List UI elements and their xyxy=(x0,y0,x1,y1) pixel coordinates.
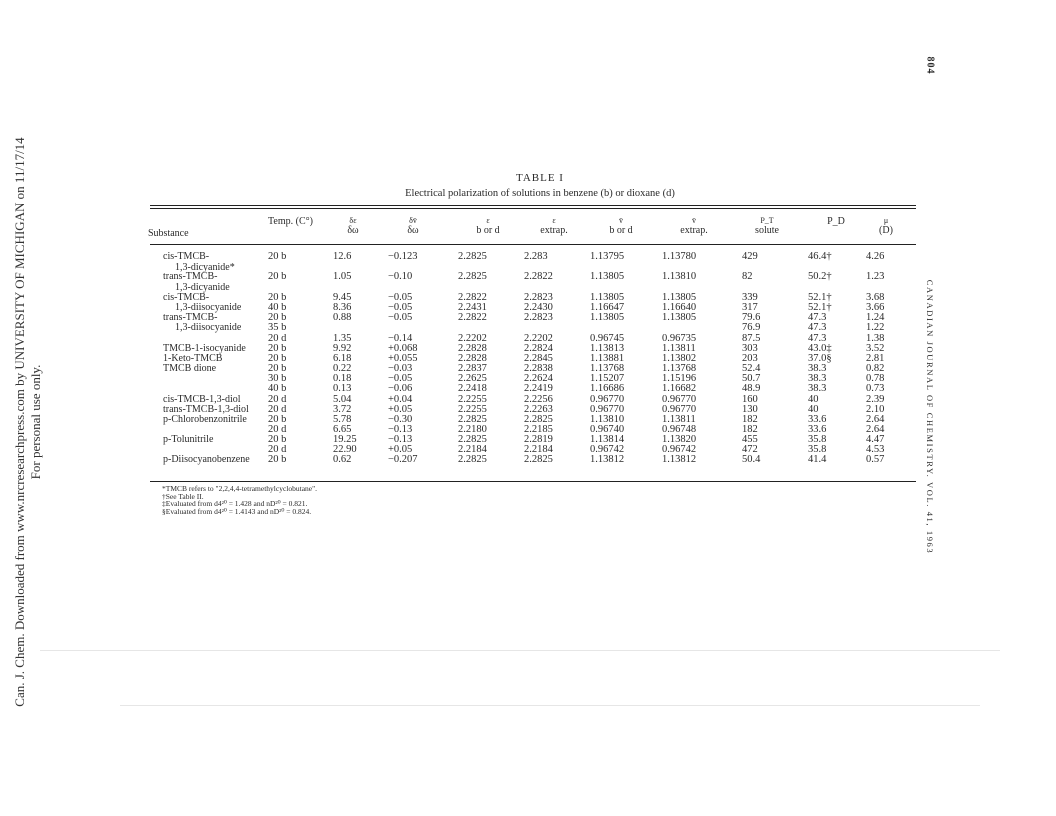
scan-artifact-line xyxy=(120,705,980,706)
table-cell-de-dw: 0.13 xyxy=(333,383,352,395)
table-cell-temp: 20 b xyxy=(268,434,287,446)
column-header-symbol: ε xyxy=(552,216,556,225)
table-cell-eps-bd: 2.2184 xyxy=(458,444,487,456)
table-cell-dv-dw: −0.10 xyxy=(388,271,413,282)
table-cell-eps-bd: 2.2431 xyxy=(458,302,487,314)
table-cell-substance: 1,3-diisocyanide xyxy=(175,302,242,314)
table-cell-v-bd: 0.96742 xyxy=(590,444,625,456)
table-cell-eps-extrap: 2.2184 xyxy=(524,444,553,456)
table-cell-eps-extrap: 2.2825 xyxy=(524,413,553,425)
table-cell-mu: 0.57 xyxy=(866,454,885,466)
table-cell-mu: 4.47 xyxy=(866,434,885,446)
table-cell-temp: 40 b xyxy=(268,383,287,395)
table-cell-temp: 40 b xyxy=(268,302,287,314)
table-cell-pt-solute: 160 xyxy=(742,393,758,405)
table-cell-temp: 20 b xyxy=(268,352,287,364)
table-cell-eps-bd: 2.2825 xyxy=(458,413,487,425)
table-cell-pd: 40 xyxy=(808,403,819,415)
column-header-label: solute xyxy=(755,225,779,236)
table-cell-eps-bd: 2.2822 xyxy=(458,292,487,303)
table-cell-eps-bd: 2.2837 xyxy=(458,363,487,375)
table-cell-de-dw: 0.18 xyxy=(333,373,352,385)
column-header-symbol: δv̄ xyxy=(409,216,417,225)
table-cell-temp: 35 b xyxy=(268,322,287,334)
table-cell-v-bd: 1.16686 xyxy=(590,383,625,395)
table-cell-mu: 2.64 xyxy=(866,423,885,435)
table-cell-dv-dw: +0.068 xyxy=(388,342,418,354)
table-cell-pd: 52.1† xyxy=(808,292,832,303)
download-notice-line-2: For personal use only. xyxy=(28,364,43,480)
table-cell-dv-dw: −0.13 xyxy=(388,423,413,435)
column-header-symbol: μ xyxy=(883,216,889,225)
table-cell-temp: 20 b xyxy=(268,271,287,282)
column-header-label: b or d xyxy=(609,225,633,236)
table-cell-v-bd: 0.96770 xyxy=(590,393,625,405)
table-cell-eps-bd: 2.2202 xyxy=(458,332,487,344)
table-cell-temp: 20 d xyxy=(268,423,287,435)
table-cell-pd: 37.0§ xyxy=(808,352,832,364)
table-cell-de-dw: 5.04 xyxy=(333,393,352,405)
table-cell-de-dw: 22.90 xyxy=(333,444,357,456)
table-cell-substance: 1-Keto-TMCB xyxy=(163,352,223,364)
table-cell-pt-solute: 79.6 xyxy=(742,312,761,324)
table-cell-pt-solute: 182 xyxy=(742,423,758,435)
page-number: 804 xyxy=(924,56,936,75)
table-cell-mu: 1.24 xyxy=(866,312,885,324)
table-cell-pt-solute: 203 xyxy=(742,352,758,364)
table-cell-eps-extrap: 2.2256 xyxy=(524,393,553,405)
table-cell-temp: 20 d xyxy=(268,393,287,405)
column-header-symbol: ε xyxy=(486,216,490,225)
column-header-mu xyxy=(866,216,906,237)
table-cell-temp: 20 b xyxy=(268,342,287,354)
table-cell-substance: trans-TMCB- xyxy=(163,312,218,324)
table-cell-pt-solute: 87.5 xyxy=(742,332,761,344)
column-header-v-bd xyxy=(590,216,652,237)
table-cell-pt-solute: 455 xyxy=(742,434,758,446)
table-cell-v-extrap: 1.13780 xyxy=(662,251,697,262)
column-header-label: (D) xyxy=(879,225,893,236)
table-cell-mu: 3.52 xyxy=(866,342,885,354)
table-cell-pt-solute: 48.9 xyxy=(742,383,761,395)
table-cell-v-bd: 1.16647 xyxy=(590,302,625,314)
table-cell-pd: 38.3 xyxy=(808,373,827,385)
table-cell-mu: 3.66 xyxy=(866,302,885,314)
table-cell-v-extrap: 1.13820 xyxy=(662,434,697,446)
table-cell-de-dw: 9.45 xyxy=(333,292,352,303)
table-cell-dv-dw: +0.04 xyxy=(388,393,413,405)
table-subtitle: Electrical polarization of solutions in benzene (b) or dioxane (d) xyxy=(405,188,675,199)
table-cell-v-bd: 1.13812 xyxy=(590,454,625,466)
table-cell-pt-solute: 82 xyxy=(742,271,753,282)
table-cell-pd: 47.3 xyxy=(808,332,827,344)
table-cell-substance: p-Chlorobenzonitrile xyxy=(163,413,247,425)
table-cell-v-bd: 1.13768 xyxy=(590,363,625,375)
table-cell-eps-extrap: 2.2825 xyxy=(524,454,553,466)
table-cell-temp: 20 b xyxy=(268,363,287,375)
table-cell-mu: 1.38 xyxy=(866,332,885,344)
table-cell-temp: 20 b xyxy=(268,413,287,425)
table-cell-v-bd: 1.13814 xyxy=(590,434,625,446)
table-cell-eps-extrap: 2.2822 xyxy=(524,271,553,282)
table-cell-pt-solute: 50.7 xyxy=(742,373,761,385)
table-cell-mu: 0.78 xyxy=(866,373,885,385)
table-top-rule-2 xyxy=(150,208,916,209)
table-cell-v-bd: 0.96740 xyxy=(590,423,625,435)
table-cell-v-extrap: 1.15196 xyxy=(662,373,697,385)
table-cell-pt-solute: 182 xyxy=(742,413,758,425)
table-cell-mu: 2.39 xyxy=(866,393,885,405)
table-cell-substance: 1,3-diisocyanide xyxy=(175,322,242,334)
table-title: TABLE I xyxy=(516,172,564,184)
table-cell-pt-solute: 429 xyxy=(742,251,758,262)
table-cell-pd: 46.4† xyxy=(808,251,832,262)
table-cell-pd: 33.6 xyxy=(808,423,827,435)
table-cell-substance: trans-TMCB-1,3-diol xyxy=(163,403,249,415)
table-cell-eps-extrap: 2.2824 xyxy=(524,342,553,354)
table-cell-eps-extrap: 2.283 xyxy=(524,251,548,262)
table-cell-substance: trans-TMCB- xyxy=(163,271,218,282)
table-cell-dv-dw: −0.05 xyxy=(388,312,413,324)
table-cell-pt-solute: 130 xyxy=(742,403,758,415)
column-header-label: δω xyxy=(347,225,359,236)
table-cell-pd: 33.6 xyxy=(808,413,827,425)
column-header-de-dw xyxy=(333,216,373,237)
table-cell-dv-dw: −0.05 xyxy=(388,292,413,303)
column-header-label: Substance xyxy=(148,228,189,239)
table-cell-v-extrap: 0.96770 xyxy=(662,393,697,405)
table-cell-dv-dw: −0.207 xyxy=(388,454,418,466)
table-top-rule xyxy=(150,205,916,206)
footnote: ‡Evaluated from d4²⁰ = 1.428 and nD²⁰ = 0.821. xyxy=(162,499,308,508)
table-cell-v-bd: 1.13805 xyxy=(590,312,625,324)
table-cell-pd: 38.3 xyxy=(808,363,827,375)
table-cell-eps-extrap: 2.2263 xyxy=(524,403,553,415)
table-cell-eps-extrap: 2.2202 xyxy=(524,332,553,344)
footnote: *TMCB refers to "2,2,4,4-tetramethylcyclobutane". xyxy=(162,484,318,493)
footnote: §Evaluated from d4²⁰ = 1.4143 and nD²⁰ = 0.824. xyxy=(162,506,312,516)
table-cell-v-bd: 1.13805 xyxy=(590,271,625,282)
table-cell-pd: 38.3 xyxy=(808,383,827,395)
table-cell-pd: 52.1† xyxy=(808,302,832,314)
footnote: †See Table II. xyxy=(162,491,204,501)
table-cell-v-extrap: 1.13768 xyxy=(662,363,697,375)
table-cell-mu: 2.81 xyxy=(866,352,885,364)
table-cell-v-extrap: 1.13805 xyxy=(662,312,697,324)
table-cell-eps-bd: 2.2822 xyxy=(458,312,487,324)
table-cell-pt-solute: 317 xyxy=(742,302,758,314)
journal-running-header: CANADIAN JOURNAL OF CHEMISTRY. VOL. 41, 1963 xyxy=(925,279,935,555)
table-cell-mu: 0.73 xyxy=(866,383,885,395)
table-cell-pd: 43.0‡ xyxy=(808,342,832,354)
table-cell-de-dw: 6.65 xyxy=(333,423,352,435)
column-header-symbol: v̄ xyxy=(619,216,623,225)
table-cell-de-dw: 8.36 xyxy=(333,302,352,314)
table-cell-substance: p-Diisocyanobenzene xyxy=(163,454,250,466)
table-cell-eps-bd: 2.2828 xyxy=(458,352,487,364)
table-cell-pt-solute: 50.4 xyxy=(742,454,761,466)
table-cell-eps-bd: 2.2825 xyxy=(458,454,487,466)
table-cell-dv-dw: −0.03 xyxy=(388,363,413,375)
table-cell-eps-bd: 2.2825 xyxy=(458,251,487,262)
table-cell-de-dw: 0.62 xyxy=(333,454,352,466)
table-cell-dv-dw: −0.13 xyxy=(388,434,413,446)
table-cell-v-bd: 1.13810 xyxy=(590,413,625,425)
table-cell-eps-bd: 2.2828 xyxy=(458,342,487,354)
column-header-substance xyxy=(148,228,228,240)
column-header-pd xyxy=(808,216,864,228)
table-footnotes xyxy=(162,485,317,515)
table-cell-v-bd: 1.15207 xyxy=(590,373,625,385)
table-cell-pt-solute: 472 xyxy=(742,444,758,456)
table-cell-eps-extrap: 2.2624 xyxy=(524,373,553,385)
table-cell-pt-solute: 303 xyxy=(742,342,758,354)
table-cell-de-dw: 19.25 xyxy=(333,434,357,446)
table-cell-substance: p-Tolunitrile xyxy=(163,434,214,446)
table-cell-de-dw: 12.6 xyxy=(333,251,352,262)
table-cell-de-dw: 9.92 xyxy=(333,342,352,354)
table-cell-pd: 35.8 xyxy=(808,434,827,446)
column-header-eps-bd xyxy=(458,216,518,237)
table-cell-eps-extrap: 2.2430 xyxy=(524,302,553,314)
table-cell-v-bd: 1.13881 xyxy=(590,352,625,364)
table-cell-eps-bd: 2.2825 xyxy=(458,434,487,446)
table-cell-eps-bd: 2.2418 xyxy=(458,383,487,395)
download-notice xyxy=(12,72,44,772)
table-cell-eps-extrap: 2.2838 xyxy=(524,363,553,375)
table-cell-temp: 20 d xyxy=(268,403,287,415)
table-cell-temp: 20 b xyxy=(268,454,287,466)
table-cell-substance: cis-TMCB- xyxy=(163,292,210,303)
table-cell-mu: 1.22 xyxy=(866,322,885,334)
table-cell-dv-dw: −0.05 xyxy=(388,373,413,385)
table-cell-pt-solute: 76.9 xyxy=(742,322,761,334)
table-cell-v-bd: 0.96745 xyxy=(590,332,625,344)
table-cell-dv-dw: −0.30 xyxy=(388,413,413,425)
table-cell-temp: 20 b xyxy=(268,312,287,324)
table-cell-temp: 20 d xyxy=(268,444,287,456)
table-cell-mu: 2.10 xyxy=(866,403,885,415)
download-notice-line-1: Can. J. Chem. Downloaded from www.nrcresearchpress.com by UNIVERSITY OF MICHIGAN on 11/17/14 xyxy=(12,137,27,707)
table-cell-v-extrap: 0.96735 xyxy=(662,332,697,344)
table-cell-v-bd: 1.13795 xyxy=(590,251,625,262)
column-header-label: P_D xyxy=(827,216,845,227)
table-cell-eps-bd: 2.2180 xyxy=(458,423,487,435)
column-header-symbol: δε xyxy=(349,216,357,225)
table-cell-mu: 1.23 xyxy=(866,271,885,282)
table-cell-de-dw: 5.78 xyxy=(333,413,352,425)
table-cell-substance: cis-TMCB-1,3-diol xyxy=(163,393,241,405)
table-cell-eps-extrap: 2.2845 xyxy=(524,352,553,364)
table-cell-de-dw: 1.05 xyxy=(333,271,352,282)
table-cell-eps-extrap: 2.2185 xyxy=(524,423,553,435)
table-cell-mu: 0.82 xyxy=(866,363,885,375)
column-header-label: extrap. xyxy=(540,225,568,236)
table-cell-substance: cis-TMCB- xyxy=(163,251,210,262)
table-cell-temp: 20 d xyxy=(268,332,287,344)
table-cell-de-dw: 0.88 xyxy=(333,312,352,324)
column-header-label: Temp. (C°) xyxy=(268,216,313,227)
table-cell-v-extrap: 1.13811 xyxy=(662,413,696,425)
table-cell-eps-bd: 2.2825 xyxy=(458,271,487,282)
column-header-v-extrap xyxy=(662,216,726,237)
table-cell-v-extrap: 1.13810 xyxy=(662,271,697,282)
table-cell-dv-dw: +0.05 xyxy=(388,403,413,415)
table-cell-temp: 20 b xyxy=(268,292,287,303)
table-cell-de-dw: 3.72 xyxy=(333,403,352,415)
table-cell-v-extrap: 0.96742 xyxy=(662,444,697,456)
table-cell-v-bd: 1.13805 xyxy=(590,292,625,303)
table-cell-pd: 47.3 xyxy=(808,312,827,324)
column-header-symbol: v̄ xyxy=(692,216,696,225)
table-cell-temp: 20 b xyxy=(268,251,287,262)
table-cell-v-extrap: 1.13811 xyxy=(662,342,696,354)
table-header-rule xyxy=(150,244,916,245)
column-header-label: extrap. xyxy=(680,225,708,236)
table-cell-dv-dw: −0.05 xyxy=(388,302,413,314)
table-cell-dv-dw: +0.055 xyxy=(388,352,418,364)
table-cell-v-bd: 0.96770 xyxy=(590,403,625,415)
table-cell-v-extrap: 0.96748 xyxy=(662,423,697,435)
column-header-pt-solute xyxy=(742,216,792,237)
table-bottom-rule xyxy=(150,481,916,482)
table-cell-mu: 4.26 xyxy=(866,251,885,262)
table-cell-eps-extrap: 2.2819 xyxy=(524,434,553,446)
column-header-symbol: P_T xyxy=(760,216,774,225)
table-cell-v-extrap: 1.13802 xyxy=(662,352,697,364)
table-cell-mu: 2.64 xyxy=(866,413,885,425)
table-cell-eps-bd: 2.2255 xyxy=(458,403,487,415)
table-cell-substance: TMCB-1-isocyanide xyxy=(163,342,246,354)
table-cell-substance: TMCB dione xyxy=(163,363,217,375)
table-cell-pt-solute: 339 xyxy=(742,292,758,303)
table-cell-eps-bd: 2.2255 xyxy=(458,393,487,405)
table-cell-eps-extrap: 2.2419 xyxy=(524,383,553,395)
column-header-temp xyxy=(268,216,312,228)
table-cell-v-bd: 1.13813 xyxy=(590,342,625,354)
table-cell-v-extrap: 1.16640 xyxy=(662,302,697,314)
table-cell-mu: 3.68 xyxy=(866,292,885,303)
table-cell-substance: 1,3-dicyanide xyxy=(175,282,230,293)
table-cell-de-dw: 6.18 xyxy=(333,352,352,364)
table-cell-temp: 30 b xyxy=(268,373,287,385)
table-cell-eps-bd: 2.2625 xyxy=(458,373,487,385)
table-cell-dv-dw: −0.14 xyxy=(388,332,413,344)
table-cell-de-dw: 1.35 xyxy=(333,332,352,344)
table-cell-dv-dw: −0.06 xyxy=(388,383,413,395)
table-cell-de-dw: 0.22 xyxy=(333,363,352,375)
scan-artifact-line xyxy=(40,650,1000,651)
table-cell-dv-dw: +0.05 xyxy=(388,444,413,456)
column-header-eps-extrap xyxy=(524,216,584,237)
column-header-label: δω xyxy=(407,225,419,236)
table-cell-pd: 35.8 xyxy=(808,444,827,456)
table-cell-pt-solute: 52.4 xyxy=(742,363,761,375)
table-cell-v-extrap: 1.13805 xyxy=(662,292,697,303)
table-cell-v-extrap: 1.16682 xyxy=(662,383,697,395)
table-cell-mu: 4.53 xyxy=(866,444,885,456)
table-cell-substance: 1,3-dicyanide* xyxy=(175,262,235,273)
column-header-dv-dw xyxy=(388,216,438,237)
table-cell-eps-extrap: 2.2823 xyxy=(524,292,553,303)
table-cell-pd: 40 xyxy=(808,393,819,405)
table-cell-pd: 41.4 xyxy=(808,454,827,466)
table-cell-pd: 47.3 xyxy=(808,322,827,334)
table-cell-v-extrap: 1.13812 xyxy=(662,454,697,466)
column-header-label: b or d xyxy=(476,225,500,236)
table-cell-eps-extrap: 2.2823 xyxy=(524,312,553,324)
table-cell-pd: 50.2† xyxy=(808,271,832,282)
table-cell-dv-dw: −0.123 xyxy=(388,251,418,262)
table-cell-v-extrap: 0.96770 xyxy=(662,403,697,415)
